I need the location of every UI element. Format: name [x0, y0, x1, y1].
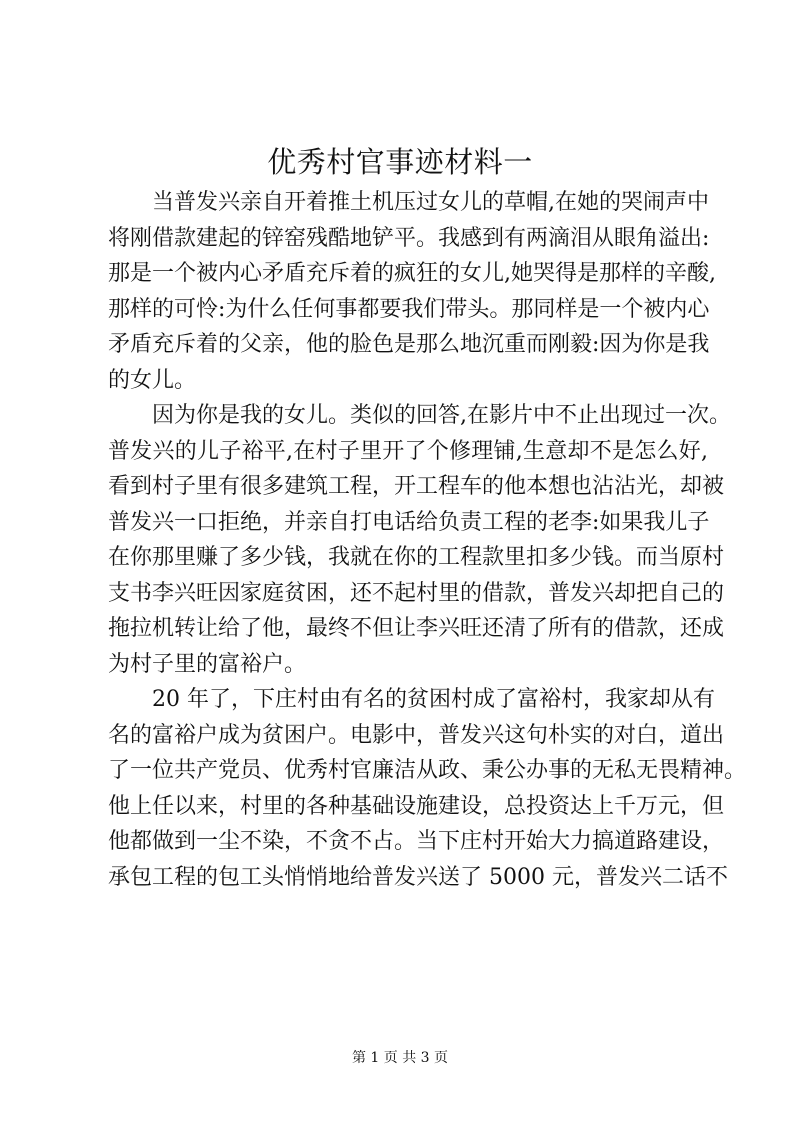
paragraph-line: 普发兴的儿子裕平,在村子里开了个修理铺,生意却不是怎么好, [108, 438, 708, 464]
paragraph-line: 为村子里的富裕户。 [108, 651, 307, 677]
paragraph-line: 普发兴一口拒绝，并亲自打电话给负责工程的老李:如果我儿子 [108, 509, 710, 535]
paragraph-line: 矛盾充斥着的父亲，他的脸色是那么地沉重而刚毅:因为你是我 [108, 332, 710, 357]
paragraph-line: 看到村子里有很多建筑工程，开工程车的他本想也沾沾光，却被 [108, 474, 725, 499]
document-body [108, 185, 747, 895]
paragraph-line: 在你那里赚了多少钱，我就在你的工程款里扣多少钱。而当原村 [108, 545, 725, 570]
paragraph-3 [108, 682, 747, 895]
page-footer: 第 1 页 共 3 页 [351, 1050, 449, 1066]
paragraph-line: 那是一个被内心矛盾充斥着的疯狂的女儿,她哭得是那样的辛酸, [108, 261, 716, 286]
paragraph-line: 20 年了，下庄村由有名的贫困村成了富裕村，我家却从有 [152, 687, 715, 712]
paragraph-line: 当普发兴亲自开着推土机压过女儿的草帽,在她的哭闹声中 [152, 190, 709, 215]
paragraph-line: 将刚借款建起的锌窑残酷地铲平。我感到有两滴泪从眼角溢出: [108, 225, 710, 251]
paragraph-line: 他上任以来，村里的各种基础设施建设，总投资达上千万元，但 [108, 793, 725, 819]
paragraph-line: 他都做到一尘不染，不贪不占。当下庄村开始大力搞道路建设， [108, 829, 725, 854]
paragraph-2 [108, 398, 731, 682]
paragraph-line: 拖拉机转让给了他，最终不但让李兴旺还清了所有的借款，还成 [108, 616, 725, 641]
paragraph-line: 因为你是我的女儿。类似的回答,在影片中不止出现过一次。 [152, 403, 731, 428]
paragraph-line: 那样的可怜:为什么任何事都要我们带头。那同样是一个被内心 [108, 296, 710, 322]
document-title: 优秀村官事迹材料一 [267, 145, 533, 179]
paragraph-line: 名的富裕户成为贫困户。电影中，普发兴这句朴实的对白，道出 [108, 722, 725, 748]
paragraph-line: 的女儿。 [108, 367, 197, 393]
paragraph-line: 了一位共产党员、优秀村官廉洁从政、秉公办事的无私无畏精神。 [108, 758, 747, 783]
paragraph-line: 支书李兴旺因家庭贫困，还不起村里的借款，普发兴却把自己的 [108, 580, 725, 606]
paragraph-1 [108, 185, 716, 398]
paragraph-line: 承包工程的包工头悄悄地给普发兴送了 5000 元，普发兴二话不 [108, 864, 728, 890]
